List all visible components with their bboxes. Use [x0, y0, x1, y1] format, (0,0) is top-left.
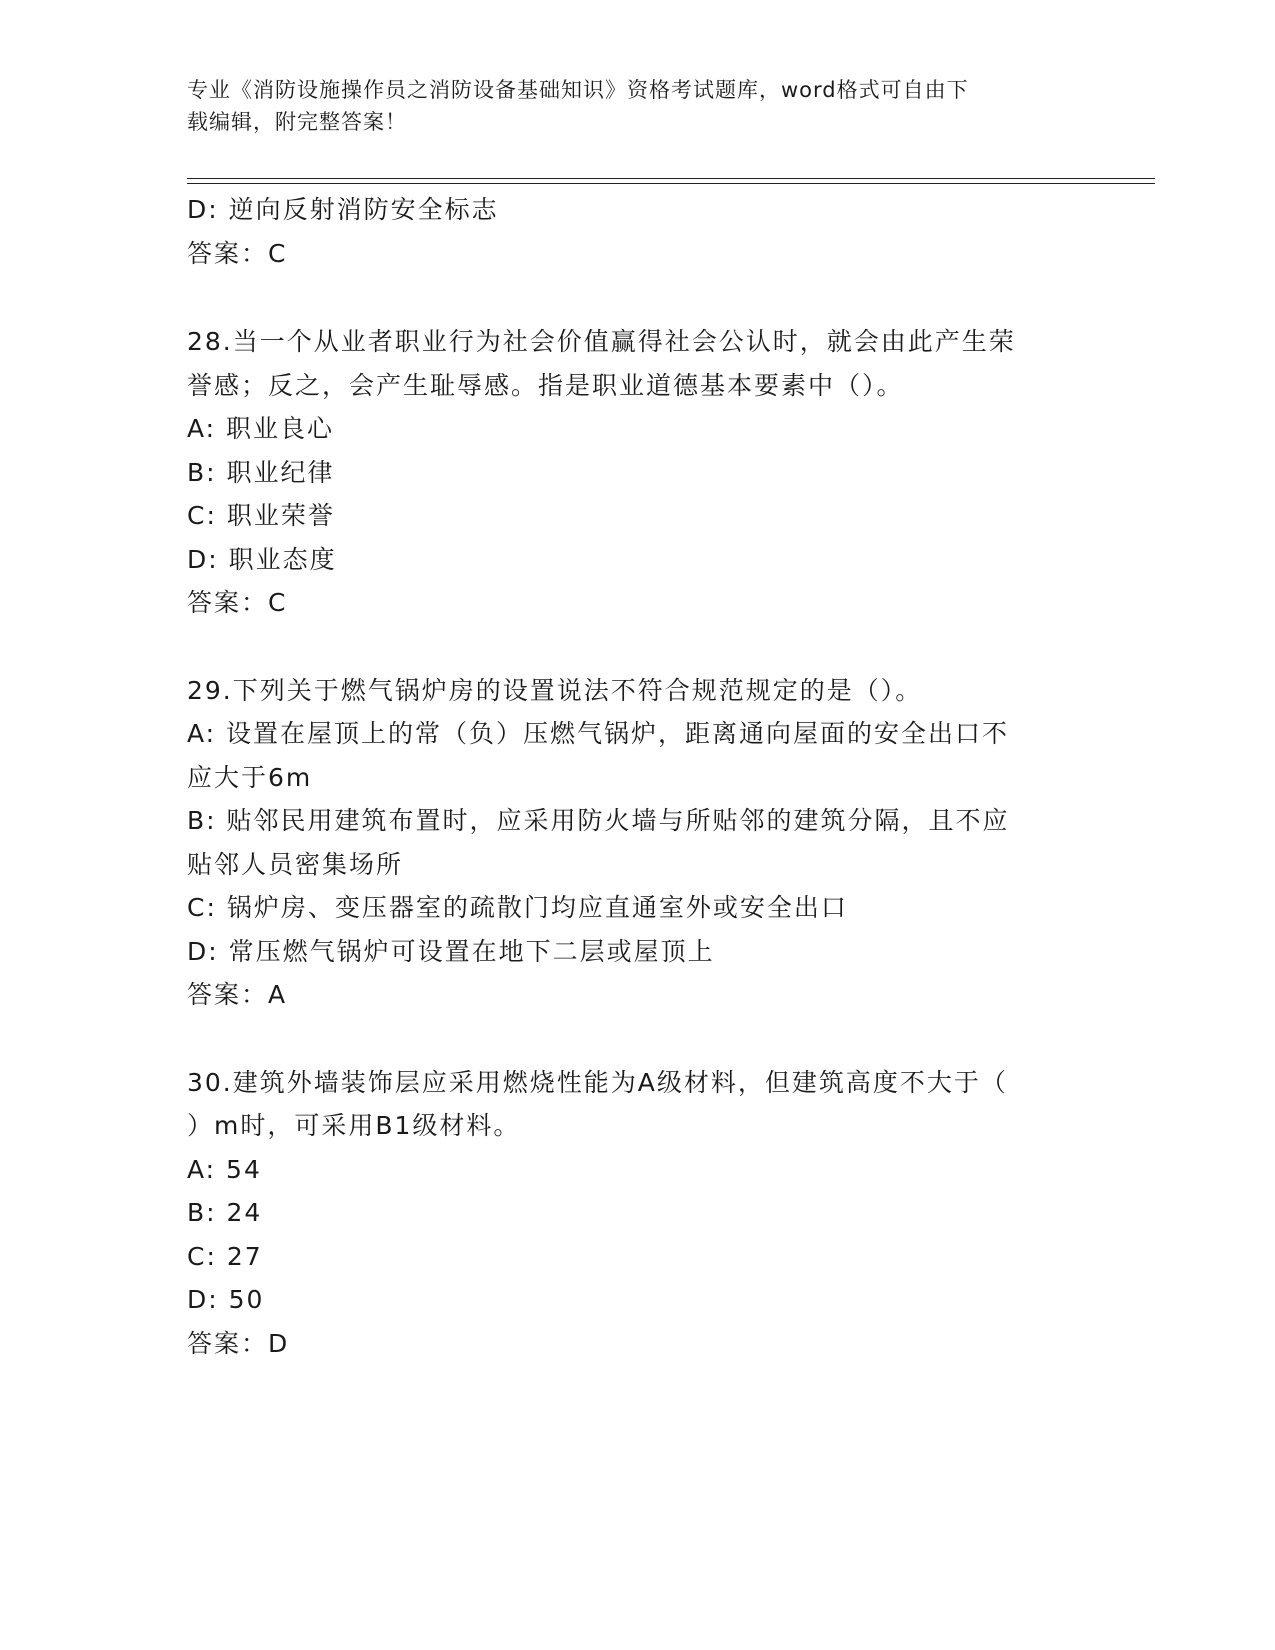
q29-option-a-line-2: 应大于6m — [187, 763, 313, 792]
q28-option-d: D: 职业态度 — [187, 545, 337, 574]
q30-stem-line-2: ）m时，可采用B1级材料。 — [187, 1111, 521, 1140]
q30-stem-line-1: 30.建筑外墙装饰层应采用燃烧性能为A级材料，但建筑高度不大于（ — [187, 1068, 1008, 1097]
q29-option-d: D: 常压燃气锅炉可设置在地下二层或屋顶上 — [187, 937, 715, 966]
header-divider-bottom — [187, 183, 1155, 184]
q30-option-c: C: 27 — [187, 1242, 263, 1271]
q28-stem-line-2: 誉感；反之，会产生耻辱感。指是职业道德基本要素中（）。 — [187, 371, 904, 400]
q28-option-a: A: 职业良心 — [187, 414, 335, 443]
header-line-2: 载编辑，附完整答案！ — [187, 110, 407, 134]
q29-option-a-line-1: A: 设置在屋顶上的常（负）压燃气锅炉，距离通向屋面的安全出口不 — [187, 719, 1010, 748]
header-line-1: 专业《消防设施操作员之消防设备基础知识》资格考试题库，word格式可自由下 — [187, 78, 969, 102]
q30-option-d: D: 50 — [187, 1285, 265, 1314]
prev-answer: 答案：C — [187, 239, 288, 268]
q28-answer: 答案：C — [187, 588, 288, 617]
q29-option-b-line-1: B: 贴邻民用建筑布置时，应采用防火墙与所贴邻的建筑分隔，且不应 — [187, 806, 1010, 835]
q30-option-a: A: 54 — [187, 1155, 262, 1184]
q30-answer: 答案：D — [187, 1329, 290, 1358]
prev-option-d: D: 逆向反射消防安全标志 — [187, 195, 499, 224]
q29-answer: 答案：A — [187, 980, 288, 1009]
q29-stem: 29.下列关于燃气锅炉房的设置说法不符合规范规定的是（）。 — [187, 676, 923, 705]
q30-option-b: B: 24 — [187, 1198, 263, 1227]
q28-option-b: B: 职业纪律 — [187, 458, 335, 487]
q28-option-c: C: 职业荣誉 — [187, 501, 335, 530]
q28-stem-line-1: 28.当一个从业者职业行为社会价值赢得社会公认时，就会由此产生荣 — [187, 327, 1016, 356]
header-divider-top — [187, 178, 1155, 179]
document-header — [187, 74, 1087, 138]
q29-option-c: C: 锅炉房、变压器室的疏散门均应直通室外或安全出口 — [187, 893, 848, 922]
q29-option-b-line-2: 贴邻人员密集场所 — [187, 850, 404, 879]
